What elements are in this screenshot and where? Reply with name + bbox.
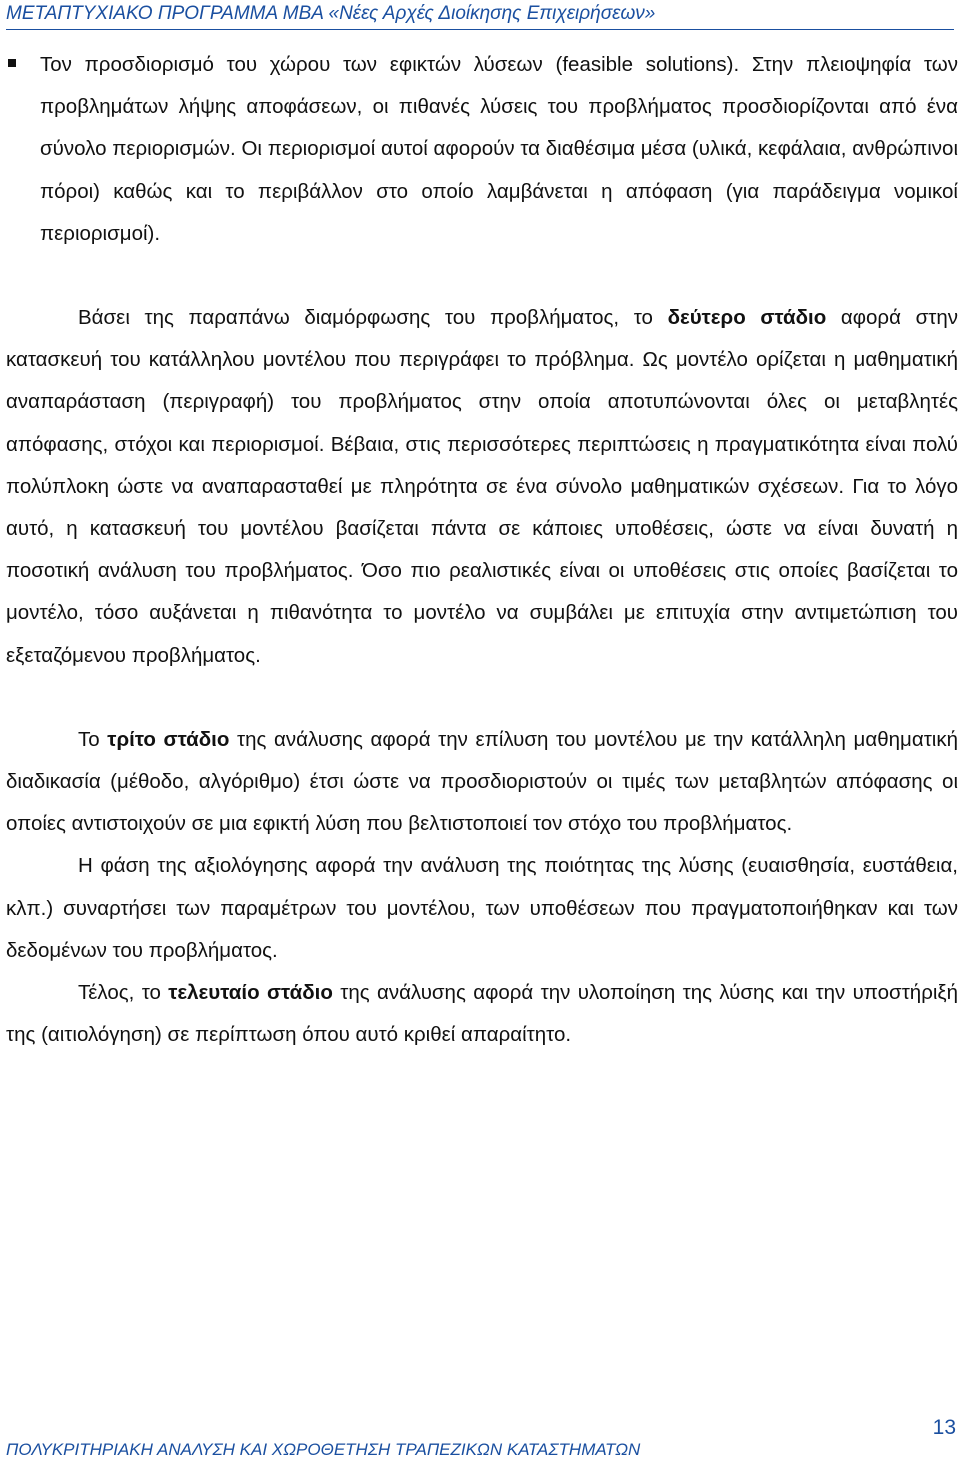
paragraph-text: της ανάλυσης αφορά την επίλυση του μοντέλου με την κατάλληλη μαθηματική διαδικασία (μέθοδο, αλγόριθμο) έτσι ώστε να προσδιοριστούν οι τιμές των μεταβλητών απόφασης οι οποίες αντιστοιχούν σε μια εφικτή λύση που βελτιστοποιεί τον στόχο του προβλήματος. [6, 727, 958, 836]
paragraph-evaluation: Η φάση της αξιολόγησης αφορά την ανάλυση της ποιότητας της λύσης (ευαισθησία, ευστάθεια, κλπ.) συναρτήσει των παραμέτρων του μοντέλου, των υποθέσεων που πραγματοποιήθηκαν και των δεδομένων του προβλήματος. [6, 854, 958, 962]
square-bullet-icon [8, 59, 16, 67]
page-header [6, 3, 954, 30]
footer-title: ΠΟΛΥΚΡΙΤΗΡΙΑΚΗ ΑΝΑΛΥΣΗ ΚΑΙ ΧΩΡΟΘΕΤΗΣΗ ΤΡΑΠΕΖΙΚΩΝ ΚΑΤΑΣΤΗΜΑΤΩΝ [6, 1440, 641, 1459]
paragraph-text: Βάσει της παραπάνω διαμόρφωσης του προβλήματος, το [78, 306, 668, 330]
paragraph-text: αφορά στην κατασκευή του κατάλληλου μοντέλου που περιγράφει το πρόβλημα. Ως μοντέλο ορίζεται η μαθηματική αναπαράσταση (περιγραφή) του προβλήματος στην οποία αποτυπώνονται όλες οι μεταβλητές απόφασης, στόχοι και περιορισμοί. Βέβαια, στις περισσότερες περιπτώσεις η πραγματικότητα είναι πολύ πολύπλοκη ώστε να αναπαρασταθεί με πληρότητα σε ένα σύνολο μαθηματικών σχέσεων. Για το λόγο αυτό, η κατασκευή του μοντέλου βασίζεται πάντα σε κάποιες υποθέσεις, ώστε να είναι δυνατή η ποσοτική ανάλυση του προβλήματος. Όσο πιο ρεαλιστικές είναι οι υποθέσεις στις οποίες βασίζεται το μοντέλο, τόσο αυξάνεται η πιθανότητα το μοντέλο να συμβάλει με επιτυχία στην αντιμετώπιση του εξεταζόμενου προβλήματος. [6, 306, 958, 667]
page-footer [6, 1440, 640, 1460]
paragraph-text: Τέλος, το [78, 981, 169, 1005]
header-title: ΜΕΤΑΠΤΥΧΙΑΚΟ ΠΡΟΓΡΑΜΜΑ ΜΒΑ «Νέες Αρχές Διοίκησης Επιχειρήσεων» [6, 3, 656, 24]
paragraph-second-stage [6, 297, 958, 677]
bullet-item [6, 44, 958, 255]
paragraph-third-stage [6, 719, 958, 846]
paragraph-final-stage [6, 972, 958, 1056]
bold-term: τρίτο στάδιο [107, 727, 230, 751]
bold-term: τελευταίο στάδιο [168, 981, 333, 1005]
paragraph-text: της ανάλυσης αφορά την υλοποίηση της λύσης και την υποστήριξή της (αιτιολόγηση) σε περίπτωση όπου αυτό κριθεί απαραίτητο. [6, 981, 958, 1047]
document-body [6, 44, 958, 1056]
bullet-text: Τον προσδιορισμό του χώρου των εφικτών λύσεων (feasible solutions). Στην πλειοψηφία των προβλημάτων λήψης αποφάσεων, οι πιθανές λύσεις του προβλήματος προσδιορίζονται από ένα σύνολο περιορισμών. Οι περιορισμοί αυτοί αφορούν τα διαθέσιμα μέσα (υλικά, κεφάλαια, ανθρώπινοι πόροι) καθώς και το περιβάλλον στο οποίο λαμβάνεται η απόφαση (για παράδειγμα νομικοί περιορισμοί). [40, 53, 958, 245]
paragraph-text: Το [78, 727, 108, 751]
bold-term: δεύτερο στάδιο [667, 306, 827, 330]
page-number: 13 [932, 1416, 956, 1439]
